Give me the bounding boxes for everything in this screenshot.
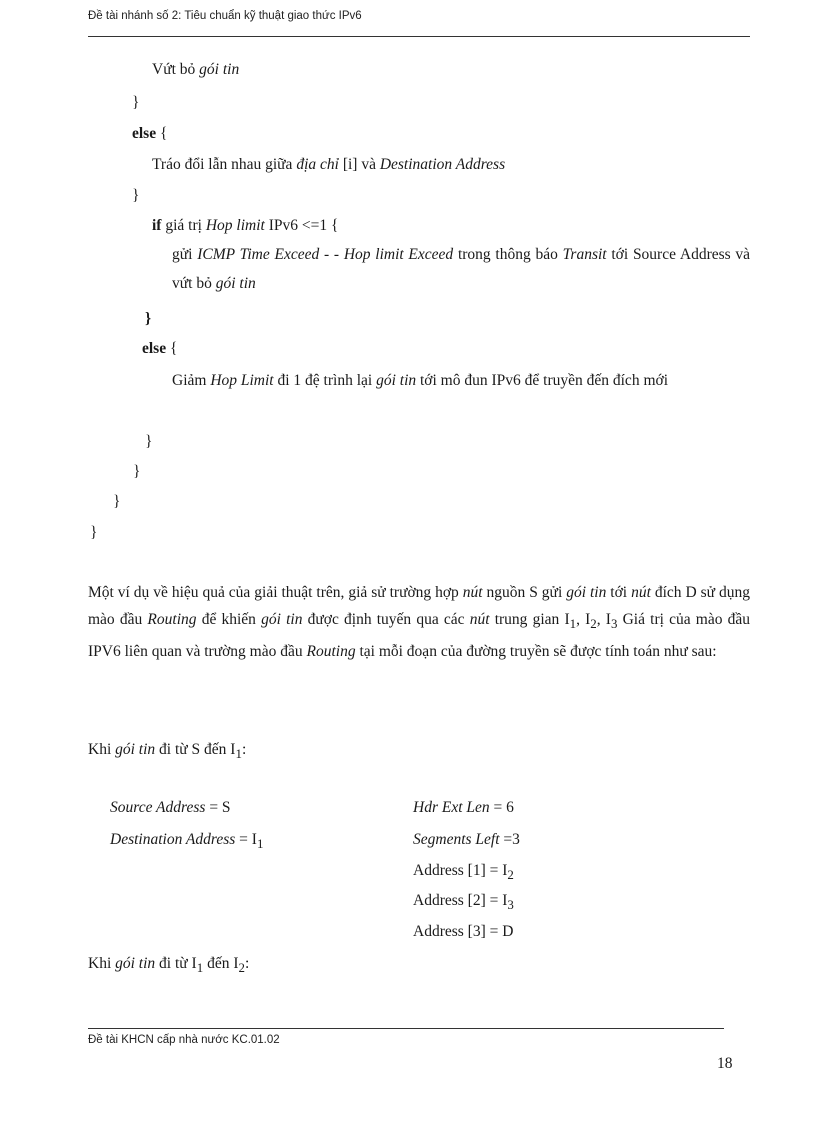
code-brace-close: } xyxy=(90,524,98,541)
code-decrement: Giảm Hop Limit đi 1 đệ trình lại gói tin tới mô đun IPv6 để truyền đến đích mới xyxy=(172,372,668,389)
code-brace-close: } xyxy=(133,463,141,480)
field-source-address: Source Address = S xyxy=(110,799,231,816)
page-number: 18 xyxy=(717,1055,733,1072)
header-title: Đề tài nhánh số 2: Tiêu chuẩn kỹ thuật giao thức IPv6 xyxy=(88,10,362,22)
code-else: else { xyxy=(142,340,178,357)
header-rule xyxy=(88,36,750,37)
example-paragraph: Một ví dụ về hiệu quả của giải thuật trên, giả sử trường hợp nút nguồn S gửi gói tin tới nút đích D sử dụng mào đầu Routing để khiến gói tin được định tuyến qua các nút trung gian $I_1$, $I_2$, $I_3$ Giá trị của mào đầu IPV6 liên quan và trường mào đầu Routing tại mỗi đoạn của đường truyền sẽ được tính toán như sau: xyxy=(88,584,751,660)
code-brace-close: } xyxy=(113,493,121,510)
field-destination-address: Destination Address = $I_1$ xyxy=(110,831,264,852)
code-line-discard: Vứt bỏ gói tin xyxy=(152,61,240,78)
code-brace-close: } xyxy=(132,187,140,204)
code-brace-close: } xyxy=(145,433,153,450)
field-address-3: Address [3] = D xyxy=(413,923,514,940)
code-brace-close: } xyxy=(132,94,140,111)
step1-heading: Khi gói tin đi từ S đến $I_1$: xyxy=(88,741,247,762)
footer-text: Đề tài KHCN cấp nhà nước KC.01.02 xyxy=(88,1034,280,1046)
field-address-1: Address $[1] = I_2$ xyxy=(413,862,514,883)
code-if-hop-limit: if giá trị Hop limit IPv6 <=1 { xyxy=(152,217,339,234)
code-else: else { xyxy=(132,125,168,142)
code-send-icmp: gửi ICMP Time Exceed - - Hop limit Exceed trong thông báo Transit tới Source Address và vứt bỏ gói tin xyxy=(172,246,751,292)
field-address-2: Address $[2] = I_3$ xyxy=(413,892,514,913)
step2-heading: Khi gói tin đi từ $I_1$ đến $I_2$: xyxy=(88,955,250,976)
field-segments-left: Segments Left =3 xyxy=(413,831,520,848)
code-brace-close: } xyxy=(145,310,152,327)
field-hdr-ext-len: Hdr Ext Len = 6 xyxy=(413,799,514,816)
footer-rule xyxy=(88,1028,724,1029)
code-line-swap: Tráo đổi lẫn nhau giữa địa chỉ [i] và Destination Address xyxy=(152,156,506,173)
